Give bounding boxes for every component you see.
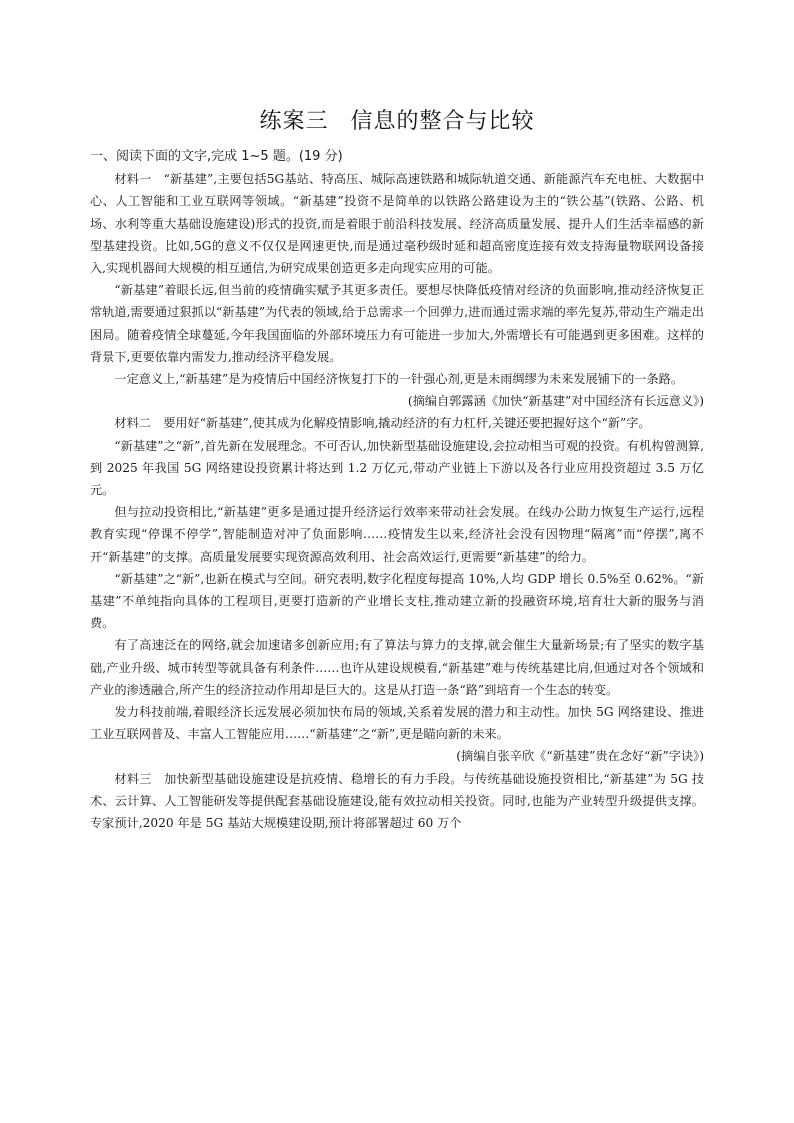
- document-body: [90, 146, 704, 834]
- material2-paragraph-4: “新基建”之“新”,也新在模式与空间。研究表明,数字化程度每提高 10%,人均 GDP 增长 0.5%至 0.62%。“新基建”不单纯指向具体的工程项目,更要打造新的产业增长支柱,推动建立新的投融资环境,培育壮大新的服务与消费。: [90, 571, 704, 631]
- material3-label: 材料三: [114, 771, 152, 786]
- material2-label: 材料二: [114, 416, 151, 431]
- material2-paragraph-3: 但与拉动投资相比,“新基建”更多是通过提升经济运行效率来带动社会发展。在线办公助力恢复生产运行,远程教育实现“停课不停学”,智能制造对冲了负面影响……疫情发生以来,经济社会没有因物理“隔离”而“停摆”,离不开“新基建”的支撑。高质量发展要实现资源高效利用、社会高效运行,更需要“新基建”的给力。: [90, 505, 704, 564]
- material1-paragraph-3: 一定意义上,“新基建”是为疫情后中国经济恢复打下的一针强心剂,更是未雨绸缪为未来发展铺下的一条路。: [114, 372, 684, 387]
- material1-source: (摘编自郭露涵《加快“新基建”对中国经济有长远意义》): [407, 394, 704, 409]
- material2-paragraph-6: 发力科技前端,着眼经济长远发展必须加快布局的领域,关系着发展的潜力和主动性。加快 5G 网络建设、推进工业互联网普及、丰富人工智能应用……“新基建”之“新”,更是瞄向新的未来。: [90, 705, 704, 742]
- page-title: [0, 104, 794, 135]
- material2-paragraph-2: “新基建”之“新”,首先新在发展理念。不可否认,加快新型基础设施建设,会拉动相当可观的投资。有机构曾测算,到 2025 年我国 5G 网络建设投资累计将达到 1.2 万亿元,带动产业链上下游以及各行业应用投资超过 3.5 万亿元。: [90, 438, 704, 498]
- material1-paragraph-1: [90, 168, 704, 279]
- section-heading: 一、阅读下面的文字,完成 1~5 题。(19 分): [90, 149, 343, 164]
- material2-paragraph-1: [90, 412, 704, 434]
- material1-p1-text: “新基建”,主要包括5G基站、特高压、城际高速铁路和城际轨道交通、新能源汽车充电桩、大数据中心、人工智能和工业互联网等领域。“新基建”投资不是简单的以铁路公路建设为主的“铁公基”(铁路、公路、机场、水利等重大基础设施建设)形式的投资,而是着眼于前沿科技发展、经济高质量发展、提升人们生活幸福感的新型基建投资。比如,5G的意义不仅仅是网速更快,而是通过毫秒级时延和超高密度连接有效支持海量物联网设备接入,实现机器间大规模的相互通信,为研究成果创造更多走向现实应用的可能。: [90, 172, 705, 276]
- material3-p1-text: 加快新型基础设施建设是抗疫情、稳增长的有力手段。与传统基础设施投资相比,“新基建”为 5G 技术、云计算、人工智能研发等提供配套基础设施建设,能有效拉动相关投资。同时,也能为产业转型升级提供支撑。专家预计,2020 年是 5G 基站大规模建设期,预计将部署超过 60 万个: [90, 771, 705, 831]
- material1-paragraph-2: “新基建”着眼长远,但当前的疫情确实赋予其更多责任。要想尽快降低疫情对经济的负面影响,推动经济恢复正常轨道,需要通过狠抓以“新基建”为代表的领域,给于总需求一个回弹力,进而通过需求端的率先复苏,带动生产端走出困局。随着疫情全球蔓延,今年我国面临的外部环境压力有可能进一步加大,外需增长有可能遇到更多困难。这样的背景下,更要依靠内需发力,推动经济平稳发展。: [90, 283, 704, 364]
- material2-paragraph-5: 有了高速泛在的网络,就会加速诸多创新应用;有了算法与算力的支撑,就会催生大量新场景;有了坚实的数字基础,产业升级、城市转型等就具备有利条件……也许从建设规模看,“新基建”难与传统基建比肩,但通过对各个领域和产业的渗透融合,所产生的经济拉动作用却是巨大的。这是从打造一条“路”到培育一个生态的转变。: [90, 638, 704, 697]
- material2-p1-text: 要用好“新基建”,使其成为化解疫情影响,撬动经济的有力杠杆,关键还要把握好这个“新”字。: [163, 416, 651, 431]
- title-sub: 信息的整合与比较: [350, 109, 535, 134]
- material1-label: 材料一: [114, 172, 152, 187]
- material3-paragraph-1: [90, 768, 704, 835]
- material2-source: (摘编自张辛欣《“新基建”贵在念好“新”字诀》): [456, 749, 704, 764]
- title-main: 练案三: [259, 109, 329, 134]
